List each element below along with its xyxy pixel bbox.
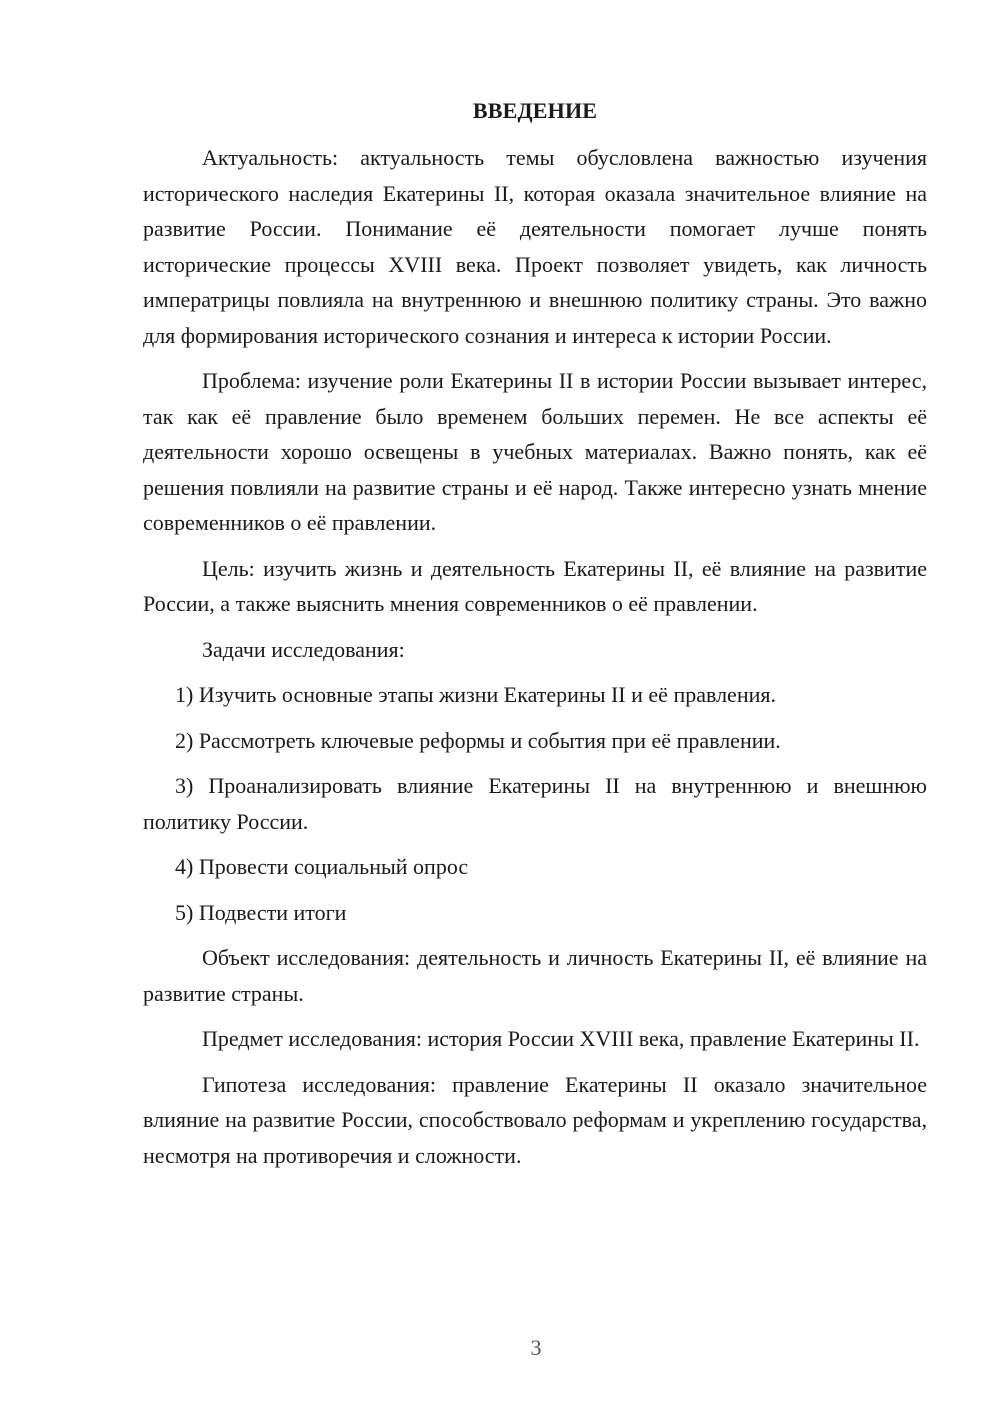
task-item-5: 5) Подвести итоги: [175, 899, 347, 925]
goal-paragraph: Цель: изучить жизнь и деятельность Екатерины II, её влияние на развитие России, а также выяснить мнения современников о её правлении.: [143, 555, 927, 616]
section-heading: ВВЕДЕНИЕ: [472, 98, 598, 123]
hypothesis-paragraph: Гипотеза исследования: правление Екатерины II оказало значительное влияние на развитие России, способствовало реформам и укреплению государства, несмотря на противоречия и сложности.: [143, 1071, 927, 1168]
page-number: 3: [530, 1335, 542, 1360]
relevance-paragraph: Актуальность: актуальность темы обусловлена важностью изучения исторического наследия Екатерины II, которая оказала значительное влияние на развитие России. Понимание её деятельности помогает лучше понять исторические процессы XVIII века. Проект позволяет увидеть, как личность императрицы повлияла на внутреннюю и внешнюю политику страны. Это важно для формирования исторического сознания и интереса к истории России.: [143, 145, 927, 348]
task-item-2: 2) Рассмотреть ключевые реформы и события при её правлении.: [175, 727, 781, 753]
task-item-3: 3) Проанализировать влияние Екатерины II на внутреннюю и внешнюю политику России.: [143, 773, 927, 834]
object-paragraph: Объект исследования: деятельность и личность Екатерины II, её влияние на развитие страны.: [143, 945, 927, 1006]
task-item-1: 1) Изучить основные этапы жизни Екатерины II и её правления.: [175, 682, 776, 707]
subject-paragraph: Предмет исследования: история России XVIII века, правление Екатерины II.: [202, 1026, 920, 1051]
problem-paragraph: Проблема: изучение роли Екатерины II в истории России вызывает интерес, так как её правление было временем больших перемен. Не все аспекты её деятельности хорошо освещены в учебных материалах. Важно понять, как её решения повлияли на развитие страны и её народ. Также интересно узнать мнение современников о её правлении.: [143, 368, 927, 535]
tasks-title: Задачи исследования:: [202, 636, 405, 662]
task-item-4: 4) Провести социальный опрос: [175, 854, 469, 879]
page-content: [143, 96, 927, 1183]
